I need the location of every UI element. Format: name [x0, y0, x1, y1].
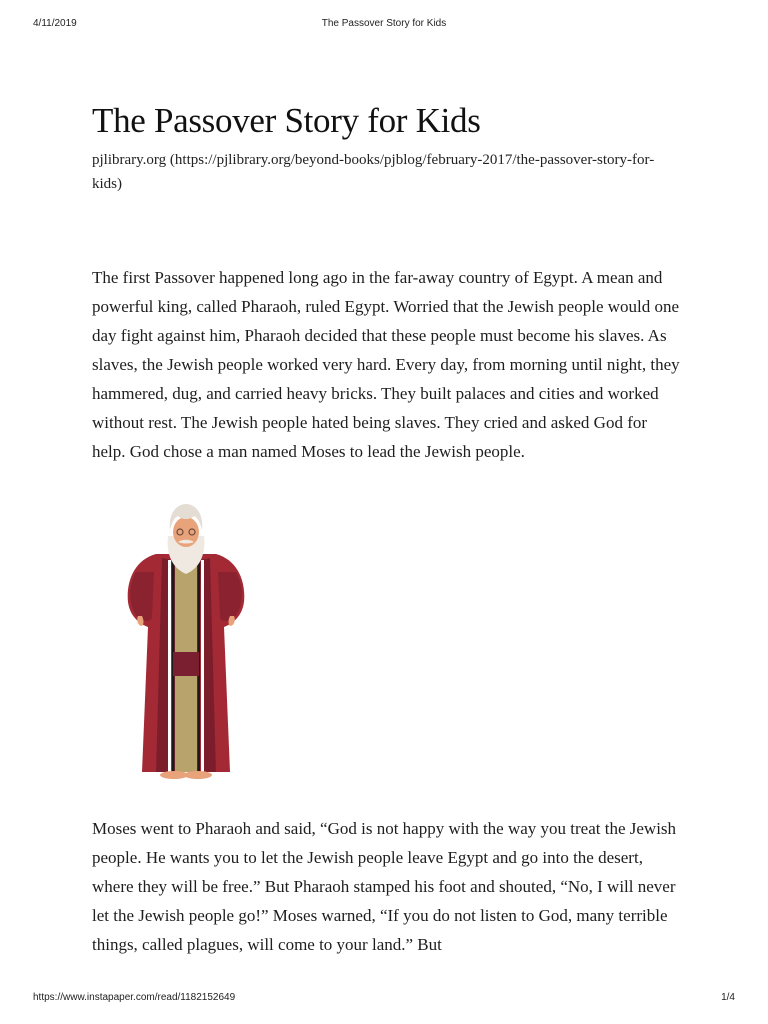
paragraph-2: Moses went to Pharaoh and said, “God is not happy with the way you treat the Jewish people. He wants you to let the Jewish people leave Egypt and go into the desert, where they will be free.” But Pharaoh stamped his foot and shouted, “No, I will never let the Jewish people go!” Moses warned, “If you do not listen to God, many terrible things, called plagues, will come to your land.” But [92, 819, 677, 954]
print-doc-title: The Passover Story for Kids [321, 18, 447, 29]
print-footer [0, 992, 768, 1006]
source-link[interactable]: pjlibrary.org (https://pjlibrary.org/beyond-books/pjblog/february-2017/the-passover-story-for-kids) [92, 152, 655, 192]
paragraph-1: The first Passover happened long ago in the far-away country of Egypt. A mean and powerful king, called Pharaoh, ruled Egypt. Worried that the Jewish people would one day fight against him, Pharaoh decided that these people must become his slaves. As slaves, the Jewish people worked very hard. Every day, from morning until night, they hammered, dug, and carried heavy bricks. They built palaces and cities and worked without rest. The Jewish people hated being slaves. They cried and asked God for help. God chose a man named Moses to lead the Jewish people. [92, 268, 680, 461]
article-title: The Passover Story for Kids [92, 101, 481, 140]
print-date: 4/11/2019 [33, 18, 77, 29]
page-number: 1/4 [721, 992, 735, 1003]
print-url: https://www.instapaper.com/read/1182152649 [33, 992, 236, 1003]
article-source [92, 148, 677, 196]
article [92, 98, 682, 959]
moses-figure-icon [106, 502, 266, 784]
moses-illustration [106, 502, 266, 784]
print-header [0, 18, 768, 32]
